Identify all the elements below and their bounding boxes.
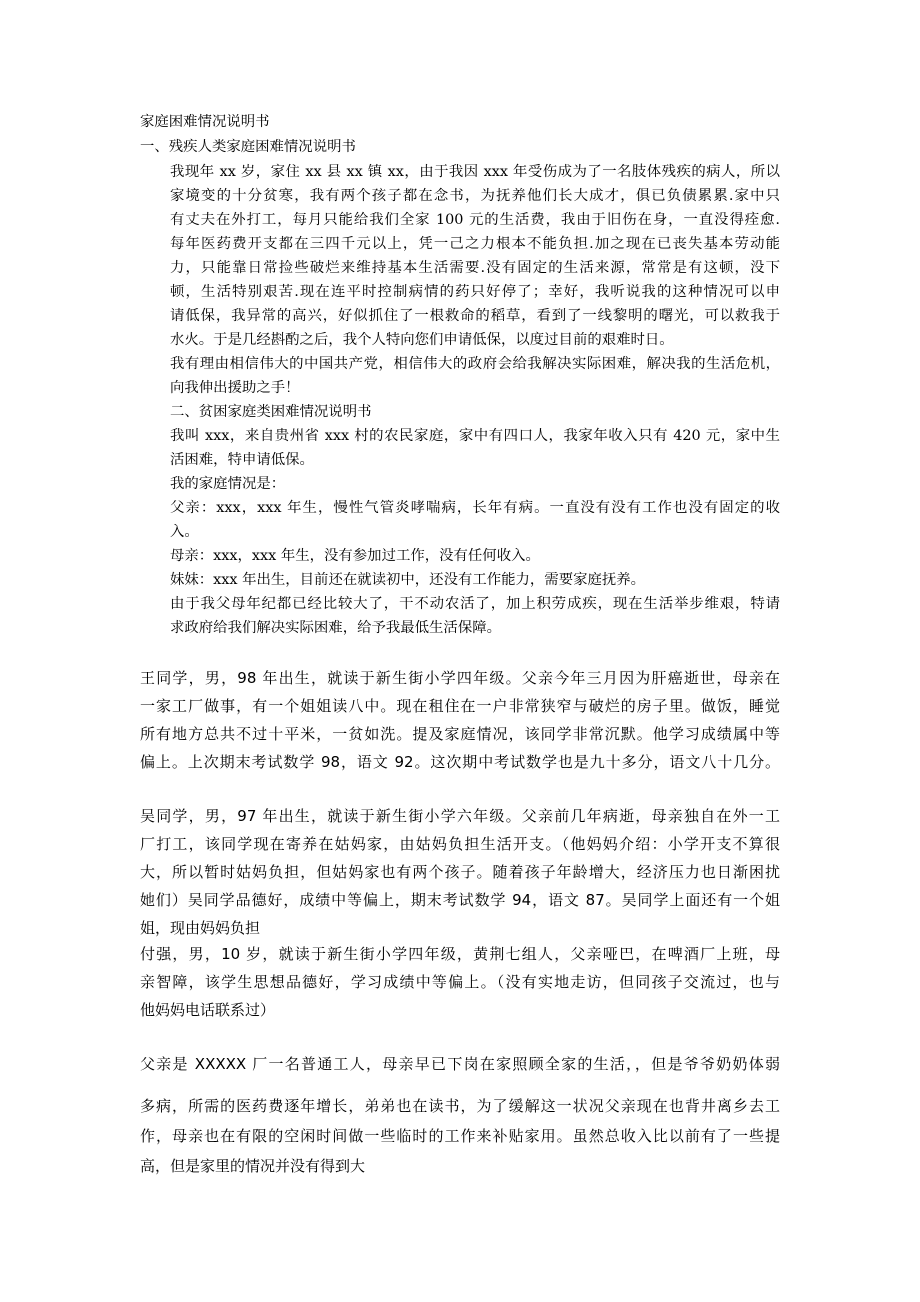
section-1-p1-line-6: 顿，生活特别艰苦.现在连平时控制病情的药只好停了；幸好，我听说我的这种情况可以申 — [170, 284, 780, 300]
section-1-p1-line-5: 力，只能靠日常捡些破烂来维持基本生活需要.没有固定的生活来源，常常是有这顿，没下 — [170, 260, 780, 276]
case-wu-line-3: 大，所以暂时姑妈负担，但姑妈家也有两个孩子。随着孩子年龄增大，经济压力也日渐困扰 — [140, 863, 780, 881]
case-wu-line-4: 她们）吴同学品德好，成绩中等偏上，期末考试数学 94，语文 87。吴同学上面还有一个姐 — [140, 891, 780, 909]
section-2-p1-line-2: 活困难，特申请低保。 — [170, 452, 314, 468]
case-wang-line-1: 王同学，男，98 年出生，就读于新生街小学四年级。父亲今年三月因为肝癌逝世，母亲在 — [140, 669, 780, 687]
section-2-p2: 我的家庭情况是： — [170, 476, 286, 492]
case-father-line-3: 作，母亲也在有限的空闲时间做一些临时的工作来补贴家用。虽然总收入比以前有了一些提 — [140, 1127, 780, 1145]
case-father-line-4: 高，但是家里的情况并没有得到大 — [140, 1157, 366, 1175]
case-father-line-2: 多病，所需的医药费逐年增长，弟弟也在读书，为了缓解这一状况父亲现在也背井离乡去工 — [140, 1097, 780, 1115]
section-2-father-line-2: 入。 — [170, 524, 199, 540]
section-2-heading: 二、贫困家庭类困难情况说明书 — [170, 404, 372, 420]
document-title: 家庭困难情况说明书 — [140, 114, 270, 130]
case-fu-line-3: 他妈妈电话联系过） — [140, 1001, 276, 1019]
case-fu-line-2: 亲智障，该学生思想品德好，学习成绩中等偏上。（没有实地走访，但同孩子交流过，也与 — [140, 973, 780, 991]
section-1-p2-line-1: 我有理由相信伟大的中国共产党，相信伟大的政府会给我解决实际困难，解决我的生活危机， — [170, 356, 780, 372]
section-2-sister: 妹妹：xxx 年出生，目前还在就读初中，还没有工作能力，需要家庭抚养。 — [170, 572, 646, 588]
section-1-p1-line-8: 水火。于是几经斟酌之后，我个人特向您们申请低保，以度过目前的艰难时日。 — [170, 332, 674, 348]
case-wang-line-2: 一家工厂做事，有一个姐姐读八中。现在租住在一户非常狭窄与破烂的房子里。做饭，睡觉 — [140, 697, 780, 715]
section-2-p1-line-1: 我叫 xxx，来自贵州省 xxx 村的农民家庭，家中有四口人，我家年收入只有 420 元，家中生 — [170, 428, 780, 444]
section-2-mother: 母亲：xxx，xxx 年生，没有参加过工作，没有任何收入。 — [170, 548, 540, 564]
section-1-heading: 一、残疾人类家庭困难情况说明书 — [140, 139, 356, 155]
section-1-p1-line-2: 家境变的十分贫寒，我有两个孩子都在念书，为抚养他们长大成才，俱已负债累累.家中只 — [170, 188, 780, 204]
case-wu-line-2: 厂打工，该同学现在寄养在姑妈家，由姑妈负担生活开支。（他妈妈介绍：小学开支不算很 — [140, 835, 780, 853]
section-2-closing-line-2: 求政府给我们解决实际困难，给予我最低生活保障。 — [170, 620, 501, 636]
section-1-p1-line-3: 有丈夫在外打工，每月只能给我们全家 100 元的生活费，我由于旧伤在身，一直没得痊愈. — [170, 212, 780, 228]
case-father-line-1: 父亲是 XXXXX 厂一名普通工人，母亲早已下岗在家照顾全家的生活，，但是爷爷奶奶体弱 — [140, 1055, 780, 1073]
section-2-father-line-1: 父亲：xxx，xxx 年生，慢性气管炎哮喘病，长年有病。一直没有没有工作也没有固定的收 — [170, 500, 780, 516]
section-1-p1-line-4: 每年医药费开支都在三四千元以上，凭一己之力根本不能负担.加之现在已丧失基本劳动能 — [170, 236, 780, 252]
section-2-closing-line-1: 由于我父母年纪都已经比较大了，干不动农活了，加上积劳成疾，现在生活举步维艰，特请 — [170, 596, 780, 612]
section-1-p1-line-7: 请低保，我异常的高兴，好似抓住了一根救命的稻草，看到了一线黎明的曙光，可以救我于 — [170, 308, 780, 324]
case-wu-line-5: 姐，现由妈妈负担 — [140, 919, 261, 937]
case-wu-line-1: 吴同学，男，97 年出生，就读于新生街小学六年级。父亲前几年病逝，母亲独自在外一工 — [140, 807, 780, 825]
section-1-p1-line-1: 我现年 xx 岁，家住 xx 县 xx 镇 xx，由于我因 xxx 年受伤成为了一名肢体残疾的病人，所以 — [170, 164, 780, 180]
section-1-p2-line-2: 向我伸出援助之手！ — [170, 380, 300, 396]
case-fu-line-1: 付强，男，10 岁，就读于新生街小学四年级，黄荆七组人，父亲哑巴，在啤酒厂上班，母 — [140, 945, 780, 963]
case-wang-line-3: 所有地方总共不过十平米，一贫如洗。提及家庭情况，该同学非常沉默。他学习成绩属中等 — [140, 725, 780, 743]
case-wang-line-4: 偏上。上次期末考试数学 98，语文 92。这次期中考试数学也是九十多分，语文八十几分。 — [140, 753, 780, 771]
